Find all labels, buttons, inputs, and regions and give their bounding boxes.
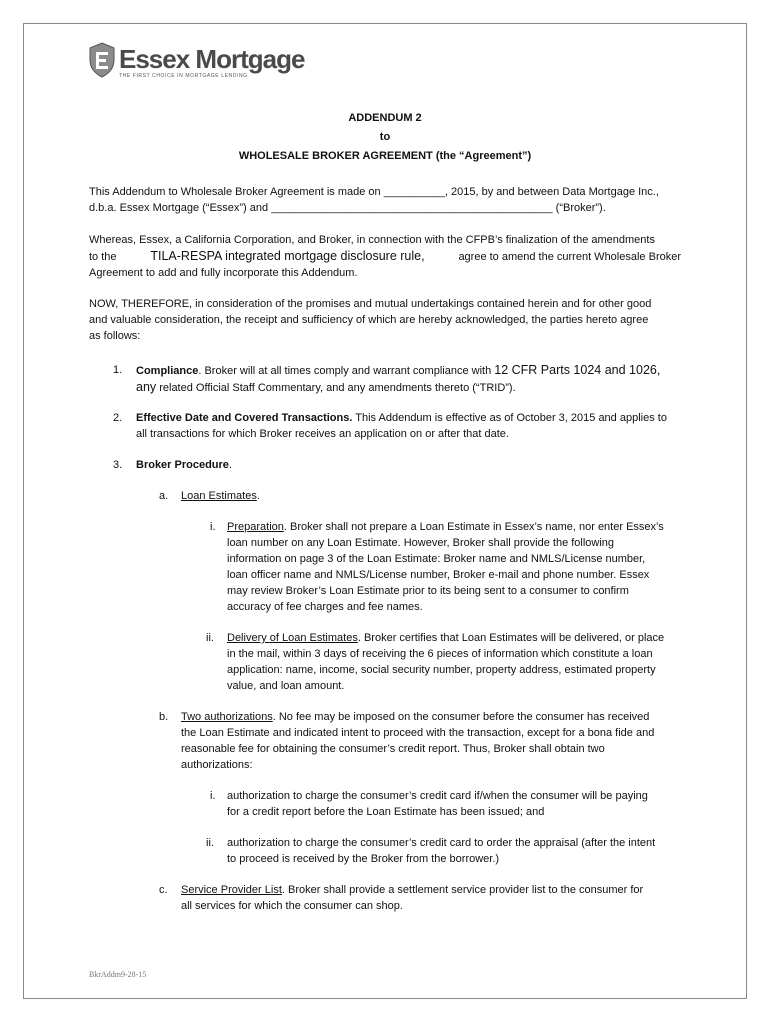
whereas-line-3: Agreement to add and fully incorporate this Addendum. <box>89 267 358 279</box>
section-3c-title: Service Provider List <box>181 884 282 896</box>
intro-paragraph <box>89 184 689 216</box>
section-3a-loan-estimates: Loan Estimates. <box>181 490 260 502</box>
section-3c-number: c. <box>159 884 168 896</box>
section-3bii-authorization: authorization to charge the consumer’s credit card to order the appraisal (after the intent to proceed is received by the Broker from the borrower.) <box>227 837 656 865</box>
now-line-2: and valuable consideration, the receipt and sufficiency of which are hereby acknowledged, the parties hereto agree <box>89 314 649 326</box>
section-3-broker-procedure: Broker Procedure. <box>136 459 232 471</box>
section-1-number: 1. <box>113 364 123 376</box>
section-3-title: Broker Procedure <box>136 459 229 471</box>
section-3aii-title: Delivery of Loan Estimates <box>227 632 358 644</box>
title-line-3: WHOLESALE BROKER AGREEMENT (the “Agreement”) <box>238 150 532 162</box>
now-line-1: NOW, THEREFORE, in consideration of the promises and mutual undertakings contained herein and for other good <box>89 298 652 310</box>
intro-line-2: d.b.a. Essex Mortgage (“Essex”) and ______________________________________________ (“Broker”). <box>89 202 606 214</box>
section-3a-number: a. <box>159 490 169 502</box>
section-3aii-number: ii. <box>206 632 214 644</box>
section-3bii-number: ii. <box>206 837 214 849</box>
whereas-line-2: to the TILA-RESPA integrated mortgage disclosure rule, agree to amend the current Wholesale Broker <box>89 249 681 263</box>
section-3ai-preparation: Preparation. Broker shall not prepare a Loan Estimate in Essex’s name, nor enter Essex’s loan number on any Loan Estimate. However, Broker shall provide the following information on page 3 of the Loan Estimate: Broker name and NMLS/License number, loan officer name and NMLS/License number, Broker e-mail and phone number. Essex may review Broker’s Loan Estimate prior to its being sent to a consumer to confirm accuracy of fee charges and fee names. <box>227 521 664 613</box>
section-3c-service-provider-list: Service Provider List. Broker shall provide a settlement service provider list to the consumer for all services for which the consumer can shop. <box>181 884 644 912</box>
section-3bi-authorization: authorization to charge the consumer’s credit card if/when the consumer will be paying for a credit report before the Loan Estimate has been issued; and <box>227 790 648 818</box>
section-3ai-number: i. <box>210 521 216 533</box>
section-2-title: Effective Date and Covered Transactions. <box>136 412 353 424</box>
whereas-line-1: Whereas, Essex, a California Corporation, and Broker, in connection with the CFPB’s finalization of the amendments <box>89 234 655 246</box>
now-therefore-paragraph <box>89 296 689 344</box>
whereas-paragraph <box>89 232 681 281</box>
title-line-2: to <box>379 131 391 143</box>
section-3a-title: Loan Estimates <box>181 490 257 502</box>
essex-logo <box>89 40 305 84</box>
section-3b-two-authorizations: Two authorizations. No fee may be imposed on the consumer before the consumer has received the Loan Estimate and indicated intent to proceed with the transaction, except for a bona fide and reasonable fee for obtaining the consumer’s credit report. Thus, Broker shall obtain two authorizations: <box>181 711 655 771</box>
shield-icon <box>89 42 115 78</box>
footer-code: BkrAddm9-28-15 <box>89 970 147 979</box>
section-3aii-delivery: Delivery of Loan Estimates. Broker certifies that Loan Estimates will be delivered, or place in the mail, within 3 days of receiving the 6 pieces of information which constitute a loan application: name, income, social security number, property address, estimated property value, and loan amount. <box>227 632 665 692</box>
now-line-3: as follows: <box>89 330 141 342</box>
section-2-number: 2. <box>113 412 123 424</box>
logo-name: Essex Mortgage <box>119 44 305 74</box>
section-3-number: 3. <box>113 459 123 471</box>
title-line-1: ADDENDUM 2 <box>348 112 422 124</box>
logo-tagline: THE FIRST CHOICE IN MORTGAGE LENDING <box>119 73 248 79</box>
intro-line-1: This Addendum to Wholesale Broker Agreement is made on __________, 2015, by and between Data Mortgage Inc., <box>89 186 659 198</box>
section-3ai-title: Preparation <box>227 521 284 533</box>
section-3bi-number: i. <box>210 790 216 802</box>
section-3b-number: b. <box>159 711 169 723</box>
section-1-title: Compliance <box>136 365 199 377</box>
section-3b-title: Two authorizations <box>181 711 273 723</box>
section-2-effective-date: Effective Date and Covered Transactions. This Addendum is effective as of October 3, 2015 and applies to all transactions for which Broker receives an application on or after that date. <box>136 412 667 440</box>
section-1-compliance: Compliance. Broker will at all times comply and warrant compliance with 12 CFR Parts 1024 and 1026, any related Official Staff Commentary, and any amendments thereto (“TRID”). <box>136 363 661 394</box>
